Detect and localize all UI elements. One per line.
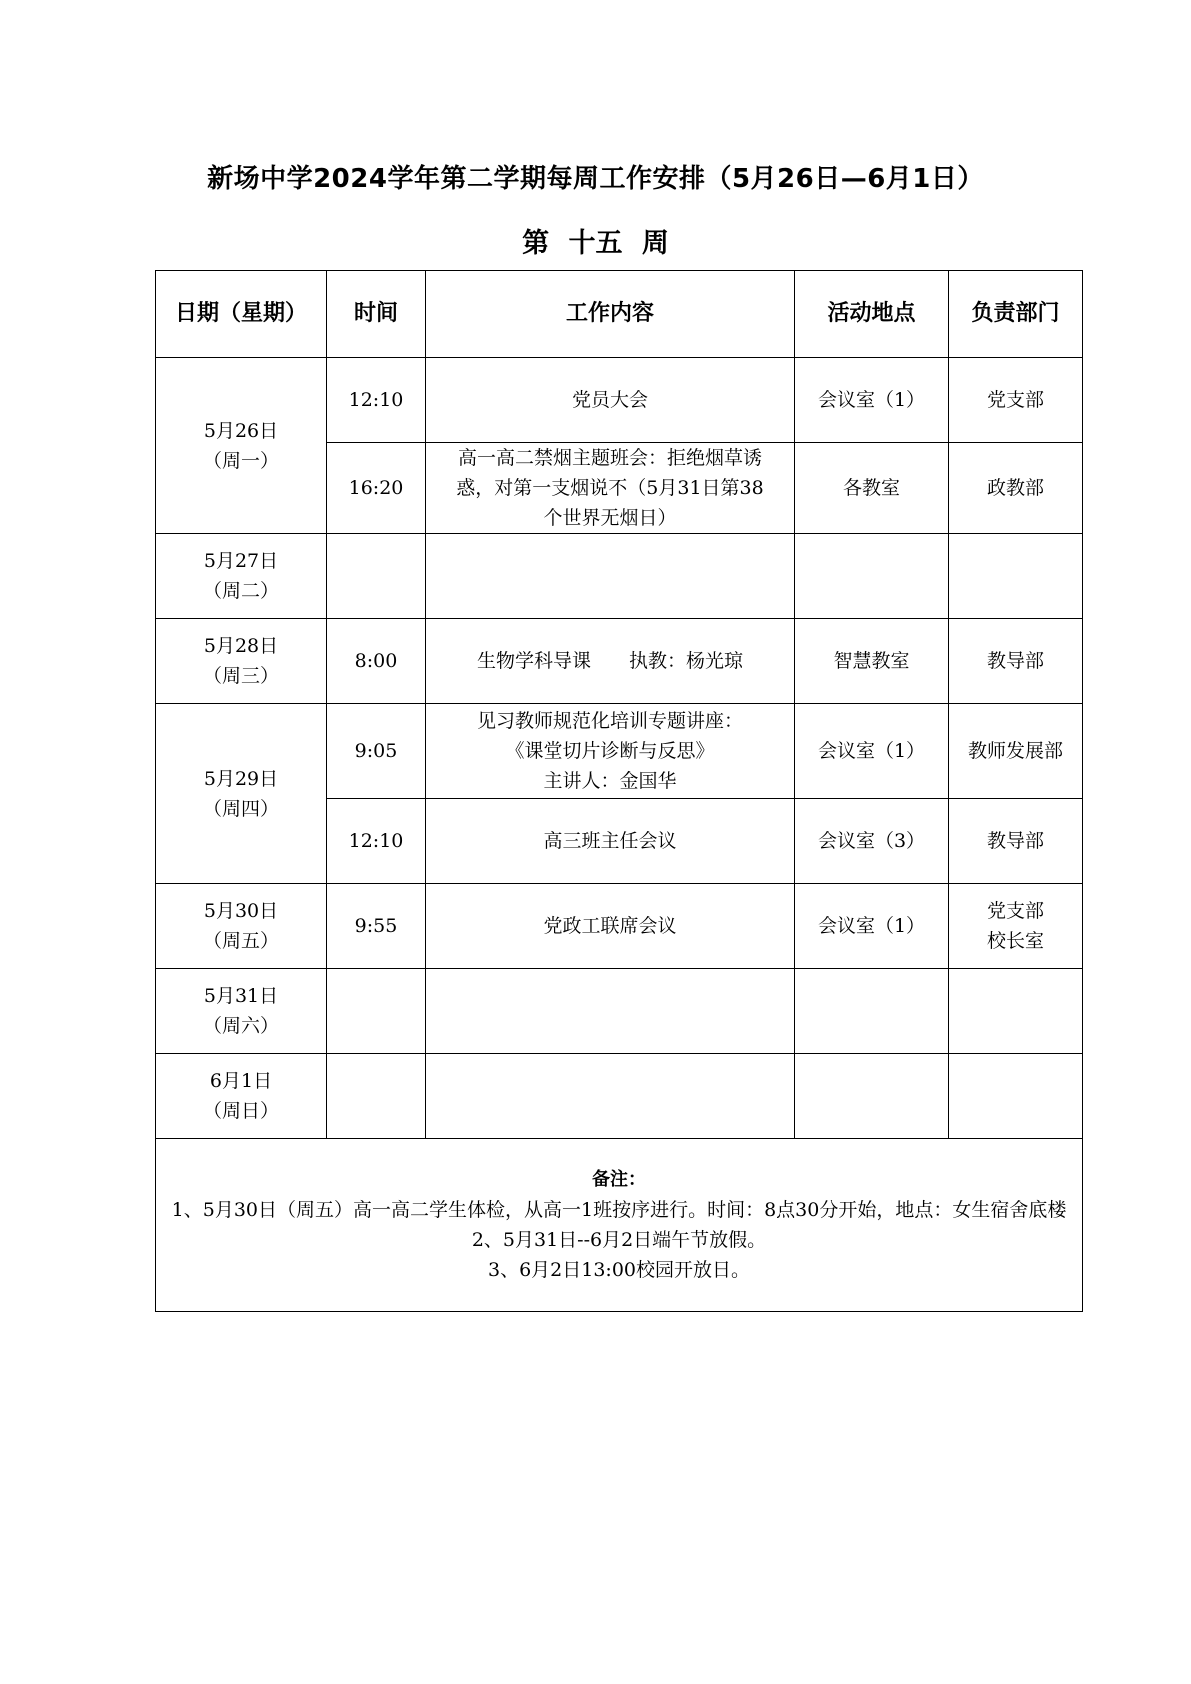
- content-cell: [426, 969, 795, 1054]
- time-cell: [327, 1054, 426, 1139]
- date: 5月31日: [203, 985, 279, 1007]
- note-item: 1、5月30日（周五）高一高二学生体检，从高一1班按序进行。时间：8点30分开始，地点：女生宿舍底楼: [171, 1199, 1067, 1221]
- schedule-table: [155, 270, 1083, 1312]
- content-cell: 高三班主任会议: [426, 799, 795, 884]
- date-cell: [156, 1054, 327, 1139]
- date-cell: [156, 969, 327, 1054]
- note-item: 3、6月2日13:00校园开放日。: [487, 1259, 751, 1281]
- time-cell: [327, 534, 426, 619]
- table-row: [156, 1054, 1083, 1139]
- date-cell: [156, 704, 327, 884]
- date: 5月27日: [203, 550, 279, 572]
- header-content: 工作内容: [426, 271, 795, 358]
- location-cell: 会议室（1）: [795, 884, 949, 969]
- content-cell: 生物学科导课 执教：杨光琼: [426, 619, 795, 704]
- content-cell: 见习教师规范化培训专题讲座： 《课堂切片诊断与反思》 主讲人：金国华: [426, 704, 795, 799]
- time-cell: 12:10: [327, 358, 426, 443]
- weekday: （周六）: [202, 1015, 279, 1037]
- content-cell: 党政工联席会议: [426, 884, 795, 969]
- location-cell: 各教室: [795, 443, 949, 534]
- weekday: （周五）: [202, 930, 279, 952]
- date-cell: [156, 534, 327, 619]
- week-label: 第 十五 周: [522, 228, 669, 259]
- content-cell: [426, 1054, 795, 1139]
- header-date: 日期（星期）: [156, 271, 327, 358]
- dept-cell: [949, 1054, 1083, 1139]
- date-cell: [156, 619, 327, 704]
- time-cell: 9:55: [327, 884, 426, 969]
- table-row: [156, 704, 1083, 799]
- location-cell: [795, 969, 949, 1054]
- location-cell: [795, 1054, 949, 1139]
- table-row: [156, 969, 1083, 1054]
- dept-cell: [949, 534, 1083, 619]
- location-cell: 会议室（1）: [795, 358, 949, 443]
- dept-cell: 党支部 校长室: [949, 884, 1083, 969]
- note-item: 2、5月31日--6月2日端午节放假。: [471, 1229, 767, 1251]
- date: 5月30日: [203, 900, 279, 922]
- date: 5月29日: [203, 767, 279, 790]
- table-row: [156, 358, 1083, 443]
- location-cell: [795, 534, 949, 619]
- weekday: （周四）: [202, 797, 279, 820]
- time-cell: 12:10: [327, 799, 426, 884]
- table-row: [156, 884, 1083, 969]
- table-row: [156, 619, 1083, 704]
- dept-cell: 教师发展部: [949, 704, 1083, 799]
- time-cell: [327, 969, 426, 1054]
- notes-row: [156, 1139, 1083, 1312]
- document-title: 新场中学2024学年第二学期每周工作安排（5月26日—6月1日）: [207, 164, 984, 194]
- dept-cell: 教导部: [949, 619, 1083, 704]
- date: 5月28日: [203, 635, 279, 657]
- date-cell: [156, 358, 327, 534]
- dept-cell: 政教部: [949, 443, 1083, 534]
- dept-cell: [949, 969, 1083, 1054]
- time-cell: 9:05: [327, 704, 426, 799]
- content-cell: [426, 534, 795, 619]
- weekday: （周三）: [202, 665, 279, 687]
- weekday: （周一）: [202, 449, 279, 472]
- date-cell: [156, 884, 327, 969]
- dept-cell: 教导部: [949, 799, 1083, 884]
- header-dept: 负责部门: [949, 271, 1083, 358]
- date: 6月1日: [209, 1070, 273, 1092]
- location-cell: 会议室（3）: [795, 799, 949, 884]
- content-cell: 高一高二禁烟主题班会：拒绝烟草诱 惑，对第一支烟说不（5月31日第38 个世界无烟日）: [426, 443, 795, 534]
- weekday: （周日）: [202, 1100, 279, 1122]
- table-row: [156, 534, 1083, 619]
- location-cell: 会议室（1）: [795, 704, 949, 799]
- time-cell: 16:20: [327, 443, 426, 534]
- table-header-row: [156, 271, 1083, 358]
- notes-cell: [156, 1139, 1083, 1312]
- date: 5月26日: [203, 419, 279, 442]
- location-cell: 智慧教室: [795, 619, 949, 704]
- content-cell: 党员大会: [426, 358, 795, 443]
- header-time: 时间: [327, 271, 426, 358]
- notes-title: 备注：: [592, 1169, 646, 1190]
- header-location: 活动地点: [795, 271, 949, 358]
- dept-cell: 党支部: [949, 358, 1083, 443]
- time-cell: 8:00: [327, 619, 426, 704]
- weekday: （周二）: [202, 580, 279, 602]
